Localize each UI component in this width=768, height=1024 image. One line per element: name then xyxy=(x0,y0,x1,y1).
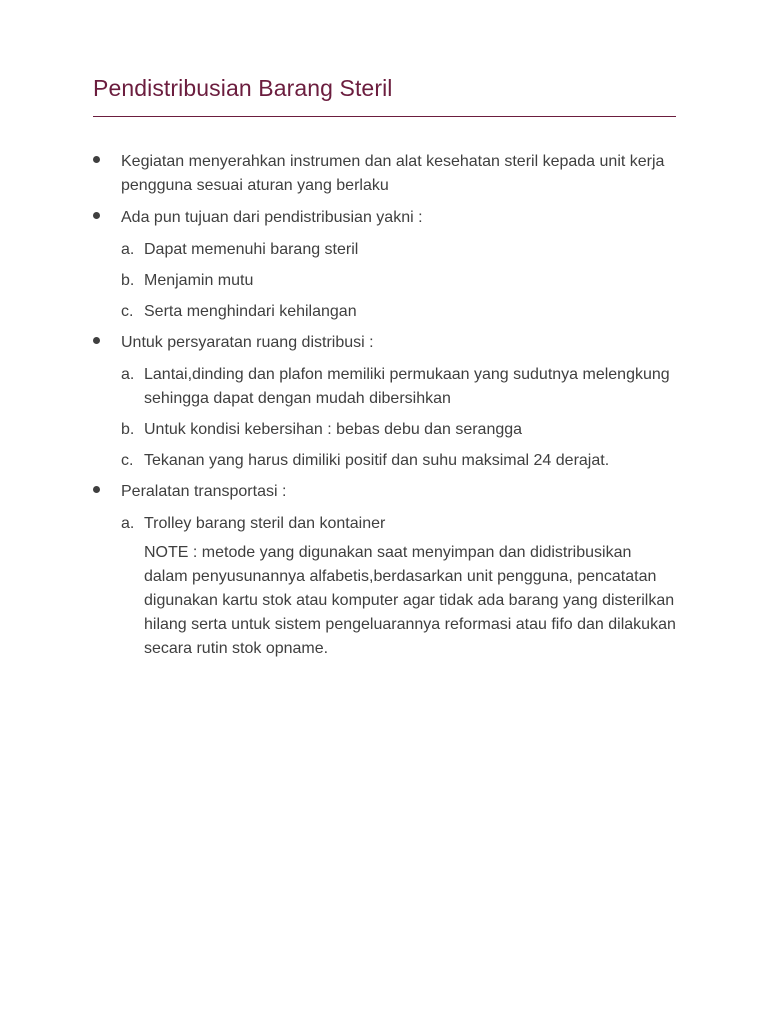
document-body xyxy=(93,150,676,661)
sub-list-item xyxy=(93,418,676,442)
sub-list-item xyxy=(93,512,676,536)
sub-marker: a. xyxy=(121,241,135,258)
note-paragraph: NOTE : metode yang digunakan saat menyimpan dan didistribusikan dalam penyusunannya alfabetis,berdasarkan unit pengguna, pencatatan digunakan kartu stok atau komputer agar tidak ada barang yang disterilkan hilang serta untuk sistem pengeluarannya reformasi atau fifo dan dilakukan secara rutin stok opname. xyxy=(144,544,676,657)
title-divider xyxy=(93,116,676,117)
bullet-text: Peralatan transportasi : xyxy=(121,483,287,500)
sub-marker: a. xyxy=(121,515,135,532)
sub-list-item xyxy=(93,449,676,473)
sub-text: Tekanan yang harus dimiliki positif dan suhu maksimal 24 derajat. xyxy=(144,452,610,469)
bullet-icon xyxy=(93,337,100,344)
page-title: Pendistribusian Barang Steril xyxy=(93,75,393,101)
list-item xyxy=(93,480,676,504)
sub-text: Trolley barang steril dan kontainer xyxy=(144,515,386,532)
bullet-text: Ada pun tujuan dari pendistribusian yakni : xyxy=(121,209,423,226)
bullet-icon xyxy=(93,486,100,493)
sub-marker: c. xyxy=(121,303,134,320)
list-item xyxy=(93,206,676,230)
sub-text: Lantai,dinding dan plafon memiliki permukaan yang sudutnya melengkung sehingga dapat dengan mudah dibersihkan xyxy=(144,366,670,407)
sub-text: Serta menghindari kehilangan xyxy=(144,303,357,320)
sub-marker: b. xyxy=(121,272,135,289)
sub-list-item xyxy=(93,300,676,324)
bullet-text: Kegiatan menyerahkan instrumen dan alat kesehatan steril kepada unit kerja pengguna sesuai aturan yang berlaku xyxy=(121,153,665,194)
sub-text: Menjamin mutu xyxy=(144,272,254,289)
sub-list-item xyxy=(93,363,676,411)
bullet-icon xyxy=(93,212,100,219)
list-item xyxy=(93,150,676,198)
list-item xyxy=(93,331,676,355)
sub-text: Untuk kondisi kebersihan : bebas debu dan serangga xyxy=(144,421,523,438)
sub-list-item xyxy=(93,269,676,293)
bullet-icon xyxy=(93,156,100,163)
sub-marker: b. xyxy=(121,421,135,438)
sub-marker: a. xyxy=(121,366,135,383)
sub-marker: c. xyxy=(121,452,134,469)
sub-text: Dapat memenuhi barang steril xyxy=(144,241,359,258)
bullet-text: Untuk persyaratan ruang distribusi : xyxy=(121,334,374,351)
sub-list-item xyxy=(93,238,676,262)
